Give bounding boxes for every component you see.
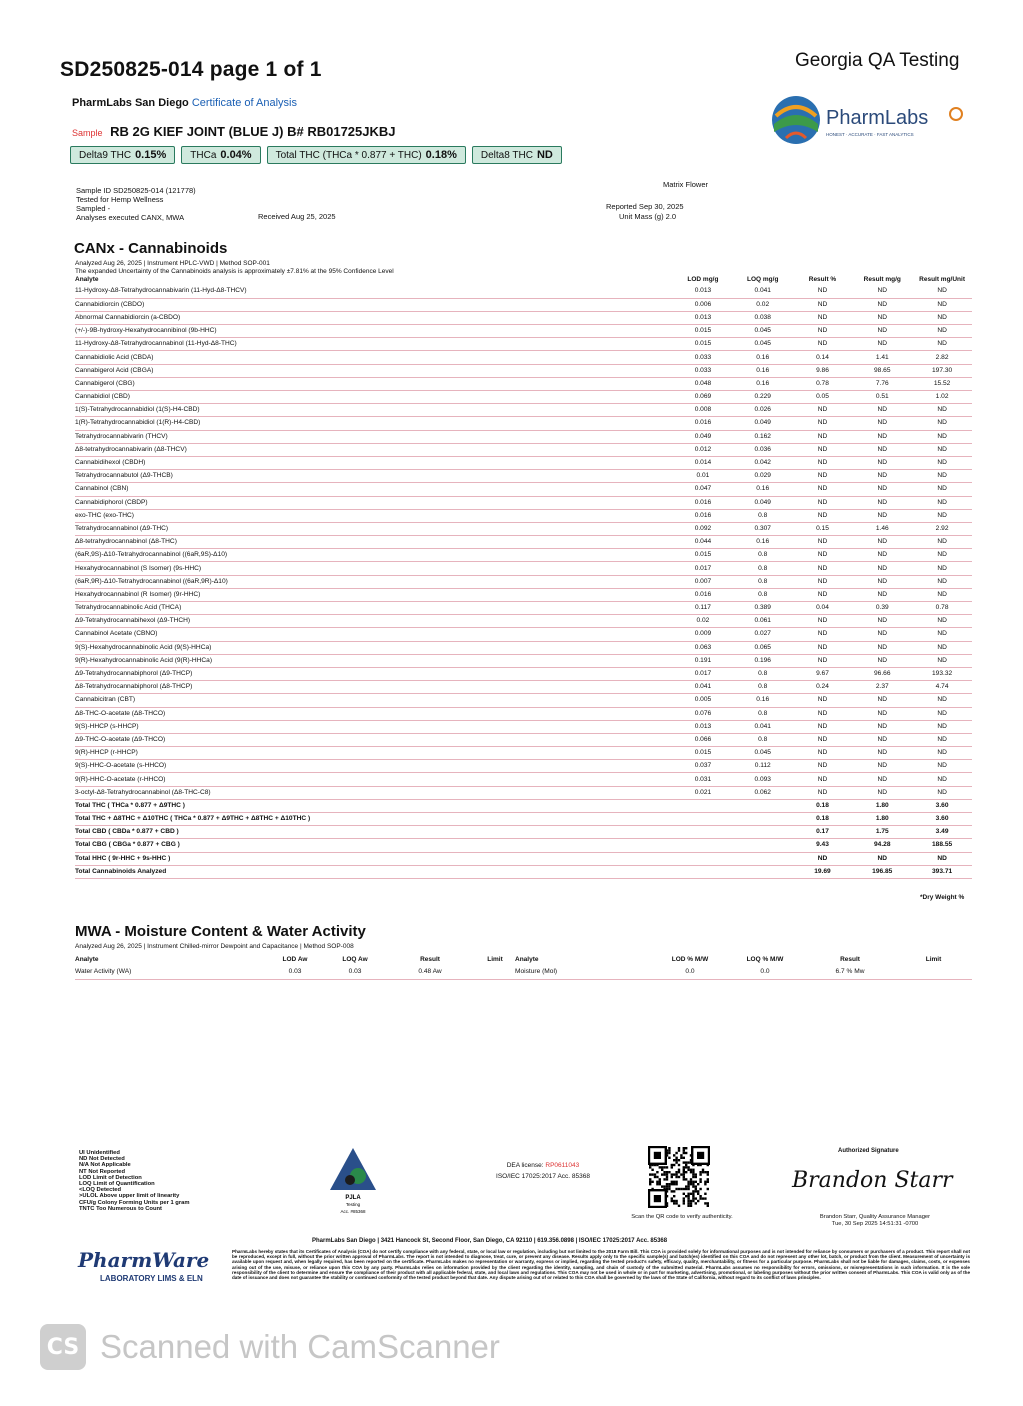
col-analyte: Analyte bbox=[75, 276, 99, 283]
table-row: Cannabinol Acetate (CBNO) 0.009 0.027 ND ND ND bbox=[75, 628, 972, 641]
svg-text:HONEST · ACCURATE · FAST ANALY: HONEST · ACCURATE · FAST ANALYTICS bbox=[826, 132, 914, 137]
table-row: Hexahydrocannabinol (S Isomer) (9s-HHC) 0.017 0.8 ND ND ND bbox=[75, 562, 972, 575]
table-row: Cannabicitran (CBT) 0.005 0.16 ND ND ND bbox=[75, 694, 972, 707]
pharmlabs-logo bbox=[766, 88, 966, 148]
signatory: Brandon Starr, Quality Assurance Manager Tue, 30 Sep 2025 14:51:31 -0700 bbox=[819, 1214, 931, 1227]
legend-item: <LOQ Detected bbox=[79, 1187, 122, 1194]
sample-label: Sample bbox=[72, 128, 103, 138]
table-row: Δ8-THC-O-acetate (Δ8-THCO) 0.076 0.8 ND ND ND bbox=[75, 707, 972, 720]
lab-name: Georgia QA Testing bbox=[795, 50, 960, 71]
table-row: Δ8-Tetrahydrocannabiphorol (Δ8-THCP) 0.041 0.8 0.24 2.37 4.74 bbox=[75, 681, 972, 694]
cannabinoids-analyzed: Analyzed Aug 26, 2025 | Instrument HPLC-VWD | Method SOP-001 bbox=[75, 260, 270, 267]
table-row: Tetrahydrocannabinolic Acid (THCA) 0.117 0.389 0.04 0.39 0.78 bbox=[75, 602, 972, 615]
table-row: Δ9-Tetrahydrocannabiphorol (Δ9-THCP) 0.017 0.8 9.67 96.66 193.32 bbox=[75, 667, 972, 680]
iso-accreditation: ISO/IEC 17025:2017 Acc. 85368 bbox=[496, 1173, 590, 1180]
total-row: Total CBG ( CBGa * 0.877 + CBG ) 9.43 94.28 188.55 bbox=[75, 839, 972, 852]
cannabinoids-uncertainty: The expanded Uncertainty of the Cannabinoids analysis is approximately ±7.81% at the 95% Confidence Level bbox=[75, 268, 394, 275]
svg-text:Acc. #85368: Acc. #85368 bbox=[340, 1209, 366, 1214]
badge-delta9: Delta9 THC 0.15% bbox=[70, 146, 175, 164]
table-row: 9(R)-HHC-O-acetate (r-HHCO) 0.031 0.093 ND ND ND bbox=[75, 773, 972, 786]
signature: Brandon Starr bbox=[792, 1168, 953, 1193]
camscanner-text: Scanned with CamScanner bbox=[100, 1328, 500, 1365]
signature-label: Authorized Signature bbox=[838, 1148, 899, 1154]
legend-item: ND Not Detected bbox=[79, 1156, 125, 1163]
table-row: Tetrahydrocannabutol (Δ9-THCB) 0.01 0.029 ND ND ND bbox=[75, 470, 972, 483]
sample-line bbox=[72, 124, 396, 139]
col-result-mgg: Result mg/g bbox=[863, 276, 901, 283]
table-row: Cannabidihexol (CBDH) 0.014 0.042 ND ND ND bbox=[75, 456, 972, 469]
dry-weight-note: *Dry Weight % bbox=[920, 894, 965, 901]
table-row: 1(R)-Tetrahydrocannabidiol (1(R)-H4-CBD) 0.016 0.049 ND ND ND bbox=[75, 417, 972, 430]
cannabinoids-title: CANx - Cannabinoids bbox=[74, 240, 228, 257]
sampled: Sampled - bbox=[76, 204, 111, 213]
table-row: Δ8-tetrahydrocannabivarin (Δ8-THCV) 0.012 0.036 ND ND ND bbox=[75, 443, 972, 456]
table-row: 11-Hydroxy-Δ8-Tetrahydrocannabinol (11-Hyd-Δ8-THC) 0.015 0.045 ND ND ND bbox=[75, 338, 972, 351]
pjla-accreditation-logo bbox=[328, 1146, 378, 1218]
abbreviation-legend bbox=[79, 1150, 189, 1212]
table-row: (6aR,9S)-Δ10-Tetrahydrocannabinol ((6aR,9S)-Δ10) 0.015 0.8 ND ND ND bbox=[75, 549, 972, 562]
table-row: Δ8-tetrahydrocannabinol (Δ8-THC) 0.044 0.16 ND ND ND bbox=[75, 536, 972, 549]
mwa-title: MWA - Moisture Content & Water Activity bbox=[75, 923, 366, 940]
legend-item: N/A Not Applicable bbox=[79, 1162, 131, 1169]
sample-info-left bbox=[76, 186, 196, 222]
legend-item: CFU/g Colony Forming Units per 1 gram bbox=[79, 1199, 190, 1206]
badge-delta8: Delta8 THC ND bbox=[472, 146, 562, 164]
table-row: 9(S)-Hexahydrocannabinolic Acid (9(S)-HHCa) 0.063 0.065 ND ND ND bbox=[75, 641, 972, 654]
received: Received Aug 25, 2025 bbox=[258, 212, 336, 221]
sample-id: Sample ID SD250825-014 (121778) bbox=[76, 186, 196, 195]
footer-address: PharmLabs San Diego | 3421 Hancock St, Second Floor, San Diego, CA 92110 | 619.356.0898 | ISO/IEC 17025:2017 Acc. 85368 bbox=[312, 1238, 668, 1244]
table-row: (+/-)-9B-hydroxy-Hexahydrocannibinol (9b-HHC) 0.015 0.045 ND ND ND bbox=[75, 325, 972, 338]
sample-name: RB 2G KIEF JOINT (BLUE J) B# RB01725JKBJ bbox=[110, 124, 396, 139]
total-row: Total THC + Δ8THC + Δ10THC ( THCa * 0.877 + Δ9THC + Δ8THC + Δ10THC ) 0.18 1.80 3.60 bbox=[75, 813, 972, 826]
legend-item: NT Not Reported bbox=[79, 1168, 126, 1175]
disclaimer: PharmLabs hereby states that its Certificates of Analysis (COA) do not certify compliance with any federal, state, or local law or regulation, including but not limited to the 2018 Farm Bill. This COA is provided solely for informational purposes and is not intended for reliance by consumers or purchasers of a product. This report shall not be reproduced, except in full, without the prior written approval of PharmLabs. The report is not intended to diagnose, treat, cure, or prevent any disease. Results apply only to the specific sample(s) and batch(es) identified on this COA and do not represent any other lot, batch, or product from the client. Measurement of uncertainty is available upon request and, when legally required, has been reported on the certificate. PharmLabs makes no representation or warranty, express or implied, regarding the tested product's safety, efficacy, quality, merchantability, or fitness for a particular purpose. PharmLabs shall not be liable for damages, claims, costs, or expenses arising out of the use, misuse, or reliance upon this COA by any party. PharmLabs relies on information provided by the client regarding the identity, sampling, and chain of custody of the submitted material. PharmLabs assumes no responsibility for errors, omissions, or misrepresentations in such information. It is the sole responsibility of the client to determine and ensure the compliance of their product with all applicable federal, state, and local laws and regulations. This COA may not be used in whole or in part for marketing, advertising, promotional, or labeling purposes without the prior written consent of PharmLabs. This COA is valid only as of the date of issuance and does not guarantee the stability or continued conformity of the tested product beyond that date. Any dispute arising out of or related to this COA shall be governed by the laws of the State of California, without regard to its conflict of laws principles. bbox=[232, 1249, 970, 1281]
table-row: Δ9-Tetrahydrocannabihexol (Δ9-THCH) 0.02 0.061 ND ND ND bbox=[75, 615, 972, 628]
table-row: 3-octyl-Δ8-Tetrahydrocannabinol (Δ8-THC-C8) 0.021 0.062 ND ND ND bbox=[75, 786, 972, 799]
svg-text:PharmLabs: PharmLabs bbox=[826, 107, 929, 129]
pharmware-logo bbox=[60, 1243, 220, 1291]
legend-item: TNTC Too Numerous to Count bbox=[79, 1205, 162, 1212]
mwa-row: Water Activity (WA) 0.03 0.03 0.48 Aw Moisture (Mol) 0.0 0.0 6.7 % Mw bbox=[75, 965, 972, 979]
qr-caption: Scan the QR code to verify authenticity. bbox=[631, 1214, 733, 1220]
mwa-analyzed: Analyzed Aug 26, 2025 | Instrument Chilled-mirror Dewpoint and Capacitance | Method SOP-008 bbox=[75, 943, 354, 950]
analyses: Analyses executed CANX, MWA bbox=[76, 213, 185, 222]
table-row: 9(R)-HHCP (r-HHCP) 0.015 0.045 ND ND ND bbox=[75, 747, 972, 760]
table-header bbox=[75, 276, 972, 285]
page-code: SD250825-014 page 1 of 1 bbox=[60, 58, 322, 81]
table-row: exo-THC (exo-THC) 0.016 0.8 ND ND ND bbox=[75, 509, 972, 522]
reported: Reported Sep 30, 2025 bbox=[606, 202, 684, 211]
table-row: Tetrahydrocannabinol (Δ9-THC) 0.092 0.307 0.15 1.46 2.92 bbox=[75, 522, 972, 535]
table-row: Hexahydrocannabinol (R Isomer) (9r-HHC) 0.016 0.8 ND ND ND bbox=[75, 588, 972, 601]
table-row: Cannabigerol Acid (CBGA) 0.033 0.16 9.86 98.65 197.30 bbox=[75, 364, 972, 377]
legend-item: UI Unidentified bbox=[79, 1150, 120, 1156]
col-result-unit: Result mg/Unit bbox=[919, 276, 966, 283]
col-result-pct: Result % bbox=[808, 276, 837, 283]
legend-item: LOQ Limit of Quantification bbox=[79, 1181, 155, 1188]
table-row: 9(R)-Hexahydrocannabinolic Acid (9(R)-HHCa) 0.191 0.196 ND ND ND bbox=[75, 654, 972, 667]
table-row: Δ9-THC-O-acetate (Δ9-THCO) 0.066 0.8 ND ND ND bbox=[75, 733, 972, 746]
license-info: DEA license: RP0611043 ISO/IEC 17025:2017 Acc. 85368 bbox=[478, 1160, 608, 1182]
table-row: Cannabidiol (CBD) 0.069 0.229 0.05 0.51 1.02 bbox=[75, 391, 972, 404]
table-row: Tetrahydrocannabivarin (THCV) 0.049 0.162 ND ND ND bbox=[75, 430, 972, 443]
total-row: Total THC ( THCa * 0.877 + Δ9THC ) 0.18 1.80 3.60 bbox=[75, 799, 972, 812]
camscanner-watermark bbox=[40, 1322, 560, 1372]
svg-text:Testing: Testing bbox=[345, 1202, 361, 1207]
table-row: 9(S)-HHC-O-acetate (s-HHCO) 0.037 0.112 ND ND ND bbox=[75, 760, 972, 773]
qr-code[interactable] bbox=[648, 1146, 710, 1208]
mwa-header: Analyte LOD Aw LOQ Aw Result Limit Analyte LOD % M/W LOQ % M/W Result Limit bbox=[75, 956, 942, 963]
legend-item: >ULOL Above upper limit of linearity bbox=[79, 1193, 180, 1200]
matrix: Matrix Flower bbox=[663, 180, 709, 189]
table-row: 9(S)-HHCP (s-HHCP) 0.013 0.041 ND ND ND bbox=[75, 720, 972, 733]
total-row: Total Cannabinoids Analyzed 19.69 196.85 393.71 bbox=[75, 865, 972, 878]
svg-text:PharmWare: PharmWare bbox=[78, 1248, 210, 1272]
cannabinoids-body bbox=[75, 285, 972, 878]
svg-text:PJLA: PJLA bbox=[345, 1195, 361, 1201]
table-row: Cannabidiorcin (CBDO) 0.006 0.02 ND ND ND bbox=[75, 298, 972, 311]
badge-total-thc: Total THC (THCa * 0.877 + THC) 0.18% bbox=[267, 146, 466, 164]
col-loq: LOQ mg/g bbox=[747, 276, 779, 283]
badge-thca: THCa 0.04% bbox=[181, 146, 260, 164]
table-row: (6aR,9R)-Δ10-Tetrahydrocannabinol ((6aR,9R)-Δ10) 0.007 0.8 ND ND ND bbox=[75, 575, 972, 588]
camscanner-icon: CS bbox=[40, 1324, 86, 1370]
svg-text:LABORATORY LIMS & ELN: LABORATORY LIMS & ELN bbox=[100, 1274, 203, 1283]
unit-mass: Unit Mass (g) 2.0 bbox=[619, 212, 677, 221]
col-lod: LOD mg/g bbox=[687, 276, 719, 283]
table-row: 1(S)-Tetrahydrocannabidiol (1(S)-H4-CBD) 0.008 0.026 ND ND ND bbox=[75, 404, 972, 417]
total-row: Total CBD ( CBDa * 0.877 + CBD ) 0.17 1.75 3.49 bbox=[75, 826, 972, 839]
coa-lab: PharmLabs San Diego bbox=[72, 97, 189, 109]
table-row: 11-Hydroxy-Δ8-Tetrahydrocannabivarin (11-Hyd-Δ8-THCV) 0.013 0.041 ND ND ND bbox=[75, 285, 972, 298]
table-row: Cannabigerol (CBG) 0.048 0.16 0.78 7.76 15.52 bbox=[75, 377, 972, 390]
cannabinoids-table bbox=[75, 276, 972, 879]
mwa-table bbox=[75, 956, 972, 980]
coa-label: Certificate of Analysis bbox=[191, 97, 297, 109]
potency-badges bbox=[70, 146, 562, 164]
coa-title bbox=[72, 97, 297, 109]
table-row: Cannabinol (CBN) 0.047 0.16 ND ND ND bbox=[75, 483, 972, 496]
legend-item: LOD Limit of Detection bbox=[79, 1174, 142, 1181]
tested-for: Tested for Hemp Wellness bbox=[76, 195, 164, 204]
table-row: Cannabidiolic Acid (CBDA) 0.033 0.16 0.14 1.41 2.82 bbox=[75, 351, 972, 364]
table-row: Cannabidiphorol (CBDP) 0.016 0.049 ND ND ND bbox=[75, 496, 972, 509]
table-row: Abnormal Cannabidiorcin (a-CBDO) 0.013 0.038 ND ND ND bbox=[75, 311, 972, 324]
dea-license: RP0611043 bbox=[545, 1162, 580, 1169]
total-row: Total HHC ( 9r-HHC + 9s-HHC ) ND ND ND bbox=[75, 852, 972, 865]
